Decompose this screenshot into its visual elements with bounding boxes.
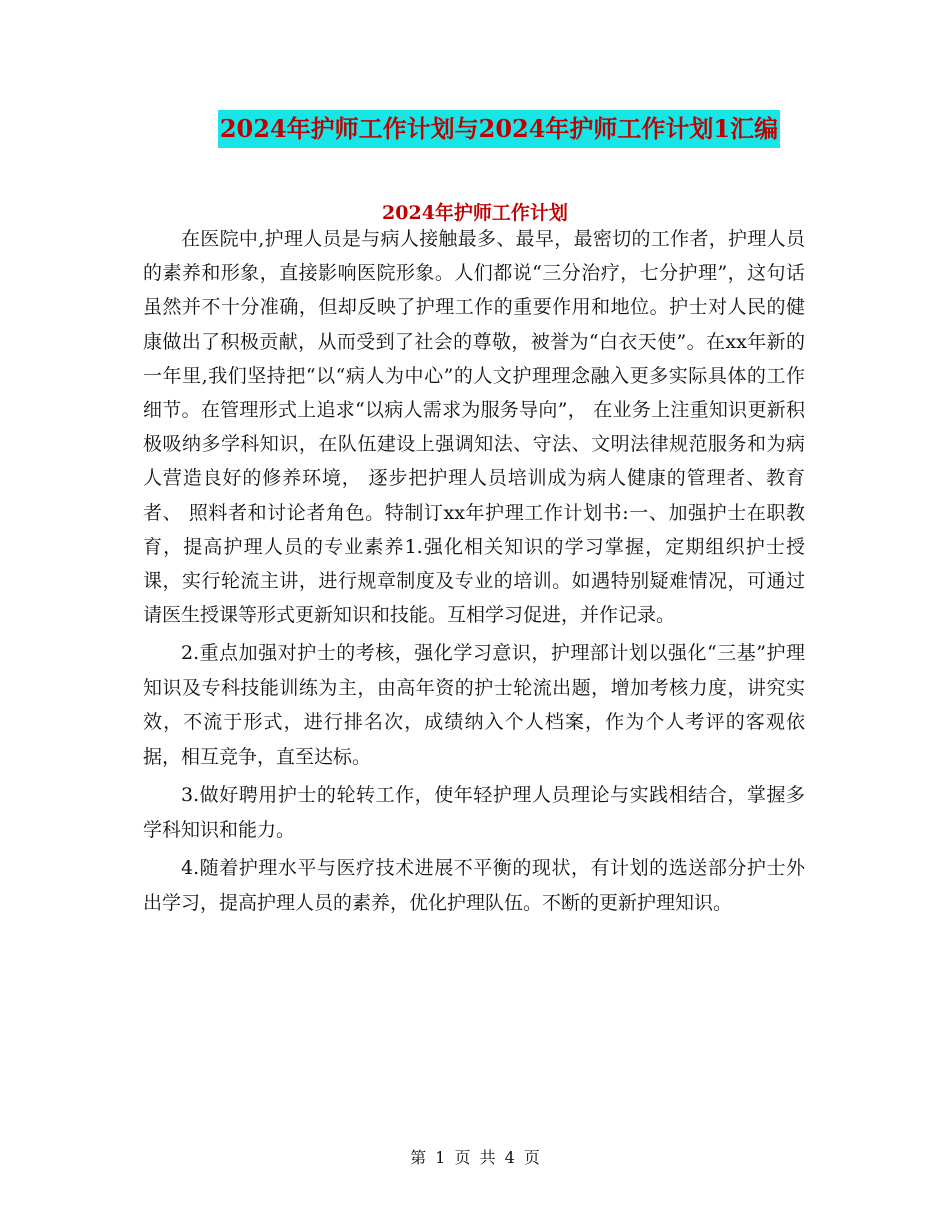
section-title: 2024年护师工作计划: [382, 202, 568, 224]
paragraph-2: 2.重点加强对护士的考核，强化学习意识，护理部计划以强化“三基”护理知识及专科技能训练为主，由高年资的护士轮流出题，增加考核力度，讲究实效，不流于形式，进行排名次，成绩纳入个人档案，作为个人考评的客观依据，相互竞争，直至达标。: [143, 642, 805, 768]
document-title-container: [0, 110, 950, 148]
paragraph-3: 3.做好聘用护士的轮转工作，使年轻护理人员理论与实践相结合，掌握多学科知识和能力。: [143, 784, 805, 841]
document-body: [143, 222, 805, 920]
page-footer: 第 1 页 共 4 页: [410, 1148, 540, 1167]
paragraph-1: 在医院中,护理人员是与病人接触最多、最早，最密切的工作者，护理人员的素养和形象，直接影响医院形象。人们都说“三分治疗，七分护理”，这句话虽然并不十分准确，但却反映了护理工作的重要作用和地位。护士对人民的健康做出了积极贡献，从而受到了社会的尊敬，被誉为“白衣天使”。在xx年新的一年里,我们坚持把“以“病人为中心”的人文护理理念融入更多实际具体的工作细节。在管理形式上追求“以病人需求为服务导向”， 在业务上注重知识更新积极吸纳多学科知识，在队伍建设上强调知法、守法、文明法律规范服务和为病人营造良好的修养环境， 逐步把护理人员培训成为病人健康的管理者、教育者、 照料者和讨论者角色。特制订xx年护理工作计划书:一、加强护士在职教育，提高护理人员的专业素养1.强化相关知识的学习掌握，定期组织护士授课，实行轮流主讲，进行规章制度及专业的培训。如遇特别疑难情况，可通过请医生授课等形式更新知识和技能。互相学习促进，并作记录。: [143, 228, 805, 627]
paragraph-4: 4.随着护理水平与医疗技术进展不平衡的现状，有计划的选送部分护士外出学习，提高护理人员的素养，优化护理队伍。不断的更新护理知识。: [143, 857, 805, 914]
document-title: 2024年护师工作计划与2024年护师工作计划1汇编: [218, 110, 780, 148]
